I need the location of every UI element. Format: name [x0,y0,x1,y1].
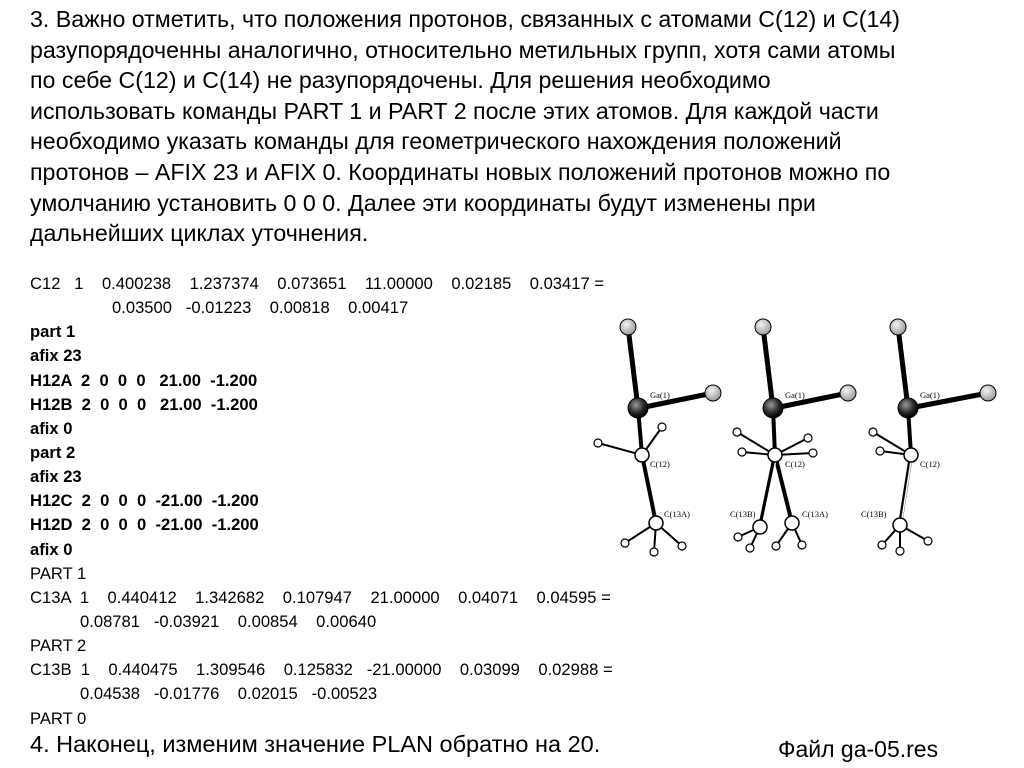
code-line: H12A 2 0 0 0 21.00 -1.200 [30,370,258,390]
hydrogen-atom [876,447,884,455]
code-line: C13A 1 0.440412 1.342682 0.107947 21.00000 0.04071 0.04595 = [30,587,611,607]
paragraph-3-line: разупорядоченны аналогично, относительно метильных групп, хотя сами атомы [30,36,896,63]
molecule-c13b [861,319,996,555]
code-line: afix 0 [30,418,73,438]
molecule-c13a [594,319,721,556]
code-line: PART 2 [30,636,87,656]
file-name-caption: Файл ga-05.res [778,736,939,762]
code-line: 0.03500 -0.01223 0.00818 0.00417 [112,298,409,318]
atom-label: C(13A) [664,509,690,519]
atom-label: C(13A) [802,509,828,519]
code-line: H12B 2 0 0 0 21.00 -1.200 [30,394,258,414]
halogen-atom [980,385,996,401]
hydrogen-atom [594,439,602,447]
molecule-disordered [730,319,856,552]
carbon-atom [904,448,918,462]
atom-label: C(12) [650,459,670,469]
molecule-diagram [580,305,1010,565]
disorder-figure [580,305,1010,565]
gallium-atom [628,398,648,418]
paragraph-3 [30,4,1010,249]
code-line: part 2 [30,442,76,462]
paragraph-3-line: дальнейших циклах уточнения. [30,220,369,247]
hydrogen-atom [869,428,877,436]
code-line: PART 0 [30,708,87,728]
carbon-atom [635,448,649,462]
code-line: afix 23 [30,346,82,366]
hydrogen-atom [809,449,817,457]
code-line: afix 0 [30,539,73,559]
code-line: H12D 2 0 0 0 -21.00 -1.200 [30,515,259,535]
halogen-atom [620,319,636,335]
halogen-atom [705,385,721,401]
hydrogen-atom [734,533,742,541]
hydrogen-atom [738,448,746,456]
paragraph-3-line: по себе С(12) и С(14) не разупорядочены. Для решения необходимо [30,67,771,94]
hydrogen-atom [878,541,886,549]
atom-label: C(12) [920,459,940,469]
code-line: C13B 1 0.440475 1.309546 0.125832 -21.00000 0.03099 0.02988 = [30,660,613,680]
hydrogen-atom [650,548,658,556]
carbon-atom [893,518,907,532]
atom-label: Ga(1) [920,390,940,400]
paragraph-3-line: необходимо указать команды для геометрического нахождения положений [30,128,842,155]
carbon-atom [768,448,782,462]
carbon-atom [753,520,767,534]
carbon-atom [785,516,799,530]
atom-label: C(13B) [730,509,756,519]
hydrogen-atom [678,542,686,550]
halogen-atom [840,385,856,401]
halogen-atom [755,319,771,335]
code-line: part 1 [30,322,76,342]
hydrogen-atom [804,434,812,442]
hydrogen-atom [733,428,741,436]
hydrogen-atom [621,539,629,547]
hydrogen-atom [772,542,780,550]
hydrogen-atom [896,547,904,555]
atom-label: C(12) [785,459,805,469]
paragraph-3-line: использовать команды PART 1 и PART 2 после этих атомов. Для каждой части [30,97,879,124]
code-line: 0.08781 -0.03921 0.00854 0.00640 [80,611,377,631]
paragraph-3-line: 3. Важно отметить, что положения протонов, связанных с атомами С(12) и С(14) [30,6,901,32]
atom-label: C(13B) [861,509,887,519]
hydrogen-atom [924,537,932,545]
code-line: H12C 2 0 0 0 -21.00 -1.200 [30,491,259,511]
hydrogen-atom [798,541,806,549]
hydrogen-atom [746,544,754,552]
carbon-atom [649,516,663,530]
atom-label: Ga(1) [650,390,670,400]
code-line: afix 23 [30,467,82,487]
code-line: PART 1 [30,563,87,583]
code-line: C12 1 0.400238 1.237374 0.073651 11.00000 0.02185 0.03417 = [30,274,605,293]
halogen-atom [890,319,906,335]
paragraph-3-line: умолчанию установить 0 0 0. Далее эти координаты будут изменены при [30,189,816,216]
gallium-atom [898,398,918,418]
paragraph-3-line: протонов – AFIX 23 и AFIX 0. Координаты новых положений протонов можно по [30,158,891,185]
gallium-atom [763,398,783,418]
code-line: 0.04538 -0.01776 0.02015 -0.00523 [80,684,378,704]
hydrogen-atom [658,423,666,431]
atom-label: Ga(1) [785,390,805,400]
paragraph-4: 4. Наконец, изменим значение PLAN обратно на 20. [30,731,601,757]
